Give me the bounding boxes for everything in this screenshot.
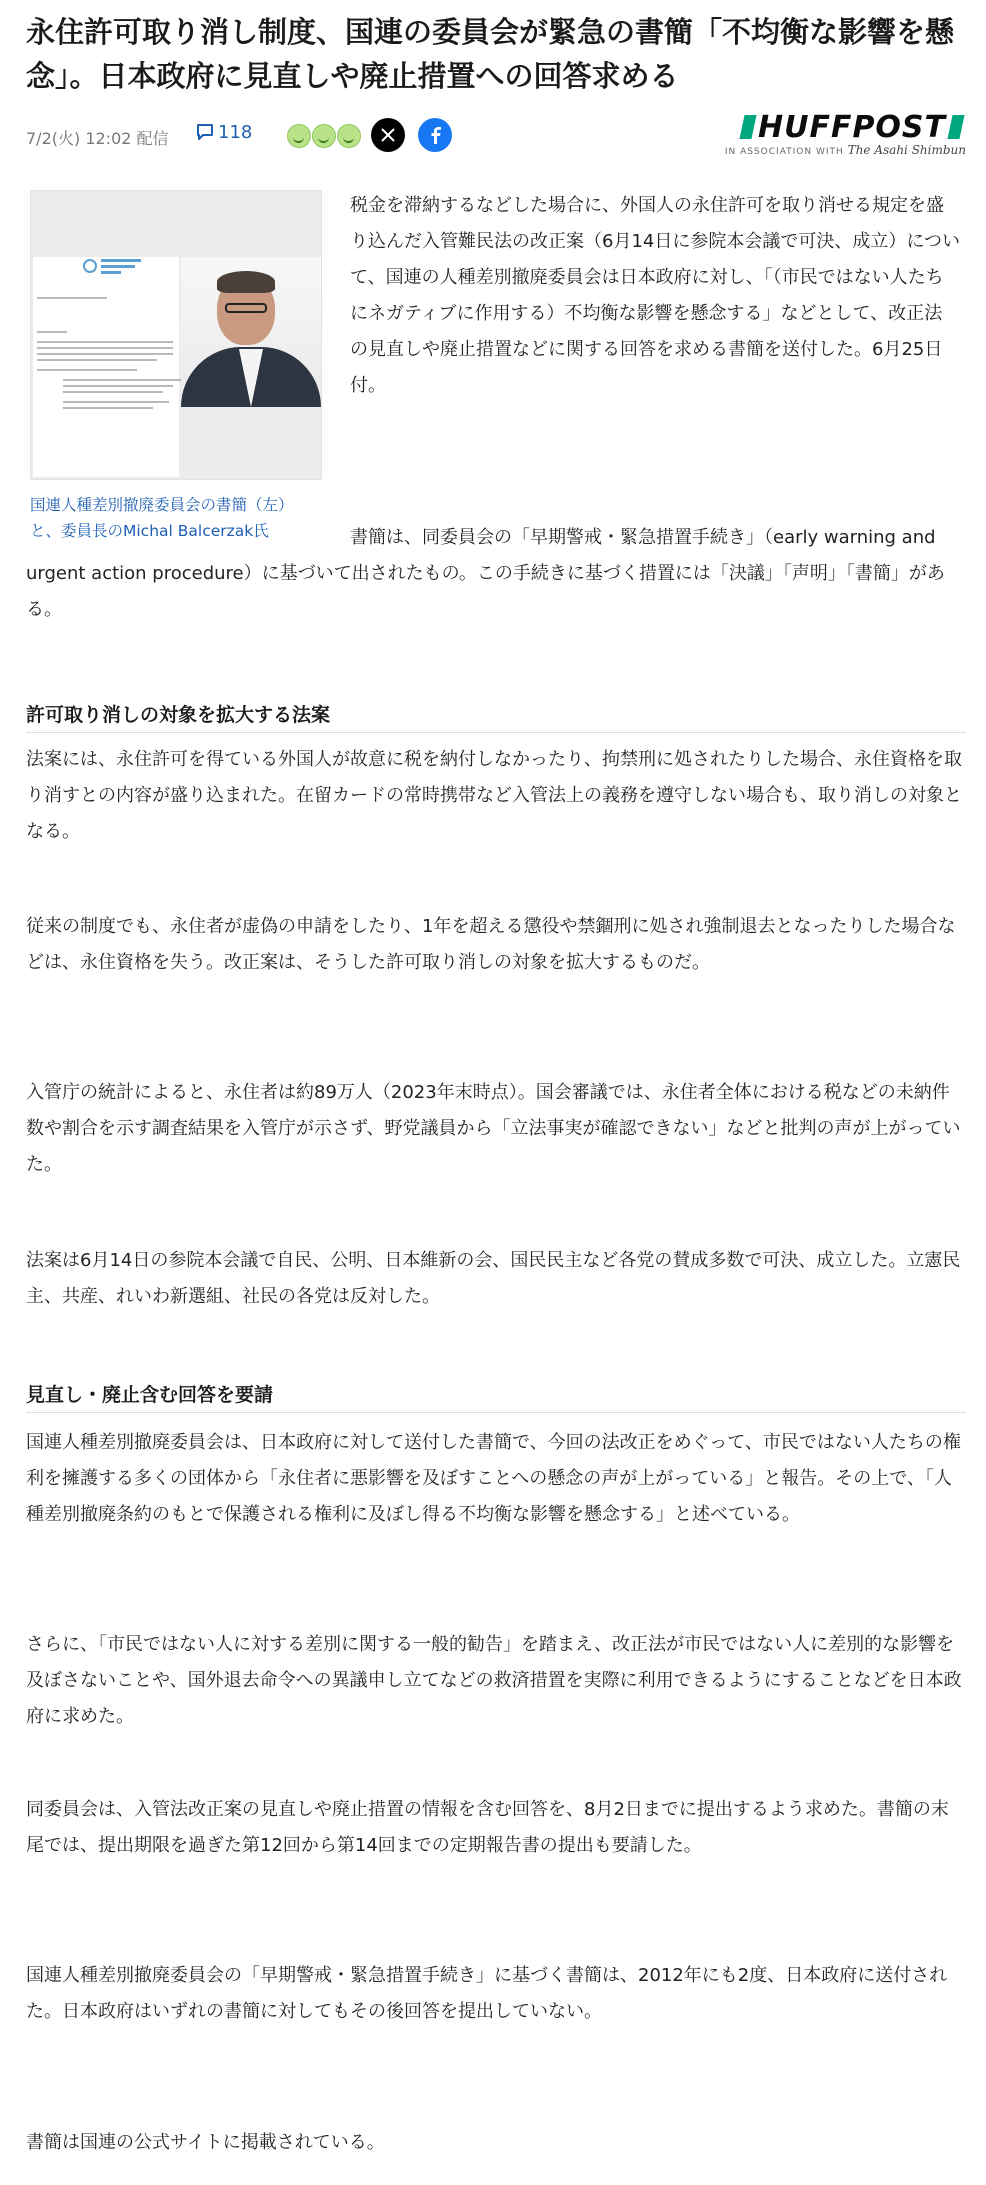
- brand-name: HUFFPOST: [757, 110, 946, 145]
- comment-icon: [196, 123, 214, 141]
- paragraph-10: 国連人種差別撤廃委員会の「早期警戒・緊急措置手続き」に基づく書簡は、2012年にも2度、日本政府に送付された。日本政府はいずれの書簡に対してもその後回答を提出していない。: [26, 1965, 948, 2022]
- figure-caption: 国連人種差別撤廃委員会の書簡（左）と、委員長のMichal Balcerzak氏: [30, 496, 294, 540]
- section-title-1: 許可取り消しの対象を拡大する法案: [26, 704, 331, 726]
- paragraph-8: さらに、「市民ではない人に対する差別に関する一般的勧告」を踏まえ、改正法が市民ではない人に差別的な影響を及ぼさないことや、国外退去命令への異議申し立てなどの救済措置を実際に利用できるようにすることなどを日本政府に求めた。: [26, 1634, 962, 1727]
- article-figure: [30, 190, 322, 560]
- x-share-icon: [380, 127, 396, 143]
- paragraph-4: 従来の制度でも、永住者が虚偽の申請をしたり、1年を超える懲役や禁錮刑に処され強制退去となったりした場合などは、永住資格を失う。改正案は、そうした許可取り消しの対象を拡大するものだ。: [26, 916, 956, 973]
- brand-partner: The Asahi Shimbun: [847, 143, 966, 157]
- article-image[interactable]: [30, 190, 322, 480]
- comments-link[interactable]: [196, 122, 252, 143]
- paragraph-9: 同委員会は、入管法改正案の見直しや廃止措置の情報を含む回答を、8月2日までに提出するよう求めた。書簡の末尾では、提出期限を過ぎた第12回から第14回までの定期報告書の提出も要請した。: [26, 1799, 949, 1856]
- share-x-button[interactable]: [371, 118, 405, 152]
- publisher-logo[interactable]: [716, 110, 966, 157]
- paragraph-5: 入管庁の統計によると、永住者は約89万人（2023年末時点）。国会審議では、永住者全体における税などの未納件数や割合を示す調査結果を入管庁が示さず、野党議員から「立法事実が確認できない」などと批判の声が上がっていた。: [26, 1082, 961, 1175]
- paragraph-3: 法案には、永住許可を得ている外国人が故意に税を納付しなかったり、拘禁刑に処されたりした場合、永住資格を取り消すとの内容が盛り込まれた。在留カードの常時携帯など入管法上の義務を遵守しない場合も、取り消しの対象となる。: [26, 749, 962, 842]
- section-title-2: 見直し・廃止含む回答を要請: [26, 1384, 274, 1406]
- section-divider: [26, 1412, 966, 1413]
- smile-reaction-icon: [312, 124, 336, 148]
- paragraph-2: 書簡は、同委員会の「早期警戒・緊急措置手続き」（early warning and urgent action procedure）に基づいて出されたもの。この手続きに基づく措置には「決議」「声明」「書簡」がある。: [26, 527, 945, 620]
- paragraph-11: 書簡は国連の公式サイトに掲載されている。: [26, 2132, 385, 2153]
- smile-reaction-icon: [337, 124, 361, 148]
- committee-chair-photo: [181, 257, 321, 407]
- letter-document-image: [33, 257, 179, 477]
- paragraph-6: 法案は6月14日の参院本会議で自民、公明、日本維新の会、国民民主など各党の賛成多数で可決、成立した。立憲民主、共産、れいわ新選組、社民の各党は反対した。: [26, 1250, 961, 1307]
- share-facebook-button[interactable]: [418, 118, 452, 152]
- reactions[interactable]: [291, 124, 361, 152]
- facebook-share-icon: [427, 126, 443, 144]
- article-meta: [26, 110, 966, 158]
- section-divider: [26, 732, 966, 733]
- publish-date: 7/2(火) 12:02 配信: [26, 129, 169, 148]
- comment-count: 118: [218, 122, 253, 143]
- paragraph-1: 税金を滞納するなどした場合に、外国人の永住許可を取り消せる規定を盛り込んだ入管難民法の改正案（6月14日に参院本会議で可決、成立）について、国連の人種差別撤廃委員会は日本政府に対し、「（市民ではない人たちにネガティブに作用する）不均衡な影響を懸念する」などとして、改正法の見直しや廃止措置などに関する回答を求める書簡を送付した。6月25日付。: [350, 195, 960, 396]
- paragraph-7: 国連人種差別撤廃委員会は、日本政府に対して送付した書簡で、今回の法改正をめぐって、市民ではない人たちの権利を擁護する多くの団体から「永住者に悪影響を及ぼすことへの懸念の声が上がっている」と報告。その上で、「人種差別撤廃条約のもとで保護される権利に及ぼし得る不均衡な影響を懸念する」と述べている。: [26, 1432, 961, 1525]
- smile-reaction-icon: [287, 124, 311, 148]
- article-headline: 永住許可取り消し制度、国連の委員会が緊急の書簡「不均衡な影響を懸念」。日本政府に見直しや廃止措置への回答求める: [26, 15, 955, 93]
- brand-sub-prefix: IN ASSOCIATION WITH: [724, 147, 844, 157]
